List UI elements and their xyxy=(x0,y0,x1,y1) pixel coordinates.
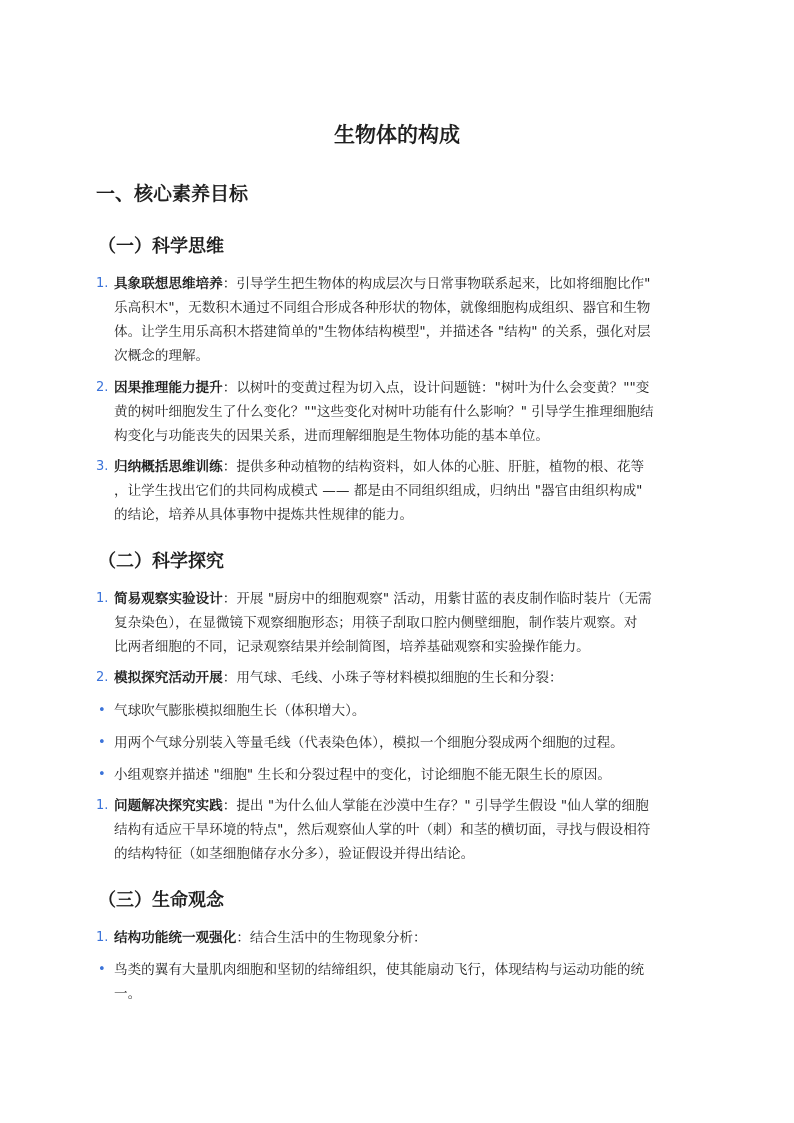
page-title: 生物体的构成 xyxy=(334,123,460,147)
item-text-line: 结构有适应干旱环境的特点"，然后观察仙人掌的叶（刺）和茎的横切面，寻找与假设相符 xyxy=(114,822,651,838)
list-item xyxy=(96,587,696,659)
bullet-item xyxy=(96,763,696,787)
bullet-text: 一。 xyxy=(114,986,142,1002)
list-number: 1. xyxy=(96,591,109,606)
item-text-line: 的结构特征（如茎细胞储存水分多），验证假设并得出结论。 xyxy=(114,846,475,862)
list-number: 1. xyxy=(96,798,109,813)
item-text-line: 比两者细胞的不同，记录观察结果并绘制简图，培养基础观察和实验操作能力。 xyxy=(114,639,590,655)
bullet-dot-icon: • xyxy=(98,767,106,782)
list-number: 1. xyxy=(96,930,109,945)
bullet-dot-icon: • xyxy=(98,703,106,718)
bullet-text: 鸟类的翼有大量肌肉细胞和坚韧的结缔组织，使其能扇动飞行，体现结构与运动功能的统 xyxy=(114,962,645,978)
subsection-heading-scientific-inquiry: （二）科学探究 xyxy=(98,551,224,572)
subsection-heading-life-concepts: （三）生命观念 xyxy=(98,890,224,911)
subsection-heading-scientific-thinking: （一）科学思维 xyxy=(98,236,224,257)
bullet-text: 用两个气球分别装入等量毛线（代表染色体），模拟一个细胞分裂成两个细胞的过程。 xyxy=(114,735,624,751)
bullet-item xyxy=(96,699,696,723)
list-number: 1. xyxy=(96,276,109,291)
item-text-line: ，让学生找出它们的共同构成模式 —— 都是由不同组织组成，归纳出 "器官由组织构成" xyxy=(114,483,643,499)
list-number: 3. xyxy=(96,459,109,474)
item-text-line: ：提出 "为什么仙人掌能在沙漠中生存？" 引导学生假设 "仙人掌的细胞 xyxy=(222,798,649,814)
list-number: 2. xyxy=(96,380,109,395)
item-text-line: 乐高积木"，无数积木通过不同组合形成各种形状的物体，就像细胞构成组织、器官和生物 xyxy=(114,300,651,316)
item-text-line: 体。让学生用乐高积木搭建简单的"生物体结构模型"，并描述各 "结构" 的关系，强化对层 xyxy=(114,324,651,340)
bullet-text: 气球吹气膨胀模拟细胞生长（体积增大）。 xyxy=(114,703,366,719)
bullet-item xyxy=(96,958,696,1006)
item-text-line: 黄的树叶细胞发生了什么变化？""这些变化对树叶功能有什么影响？" 引导学生推理细胞结 xyxy=(114,404,654,420)
list-item xyxy=(96,926,696,950)
item-text-line: ：结合生活中的生物现象分析： xyxy=(236,930,427,946)
list-item xyxy=(96,666,696,690)
item-text-line: 次概念的理解。 xyxy=(114,348,210,364)
item-label: 简易观察实验设计 xyxy=(114,591,223,607)
bullet-dot-icon: • xyxy=(98,962,106,977)
item-label: 结构功能统一观强化 xyxy=(114,930,237,946)
item-text-line: 的结论，培养从具体事物中提炼共性规律的能力。 xyxy=(114,507,414,523)
list-item xyxy=(96,272,696,368)
bullet-text: 小组观察并描述 "细胞" 生长和分裂过程中的变化，讨论细胞不能无限生长的原因。 xyxy=(114,767,611,783)
list-item xyxy=(96,376,696,448)
item-text-line: 复杂染色），在显微镜下观察细胞形态；用筷子刮取口腔内侧壁细胞，制作装片观察。对 xyxy=(114,615,638,631)
item-label: 归纳概括思维训练 xyxy=(114,459,223,475)
item-text-line: ：以树叶的变黄过程为切入点，设计问题链："树叶为什么会变黄？""变 xyxy=(222,380,650,396)
item-text-line: 构变化与功能丧失的因果关系，进而理解细胞是生物体功能的基本单位。 xyxy=(114,428,549,444)
item-label: 问题解决探究实践 xyxy=(114,798,223,814)
item-text-line: ：用气球、毛线、小珠子等材料模拟细胞的生长和分裂： xyxy=(222,670,563,686)
list-number: 2. xyxy=(96,670,109,685)
item-text-line: ：引导学生把生物体的构成层次与日常事物联系起来，比如将细胞比作" xyxy=(222,276,651,292)
bullet-dot-icon: • xyxy=(98,735,106,750)
section-heading-core-goals: 一、核心素养目标 xyxy=(96,183,249,205)
list-item xyxy=(96,794,696,866)
item-text-line: ：提供多种动植物的结构资料，如人体的心脏、肝脏，植物的根、花等 xyxy=(222,459,645,475)
bullet-item xyxy=(96,731,696,755)
item-label: 模拟探究活动开展 xyxy=(114,670,223,686)
item-text-line: ：开展 "厨房中的细胞观察" 活动，用紫甘蓝的表皮制作临时装片（无需 xyxy=(222,591,652,607)
item-label: 具象联想思维培养 xyxy=(114,276,223,292)
item-label: 因果推理能力提升 xyxy=(114,380,223,396)
list-item xyxy=(96,455,696,527)
